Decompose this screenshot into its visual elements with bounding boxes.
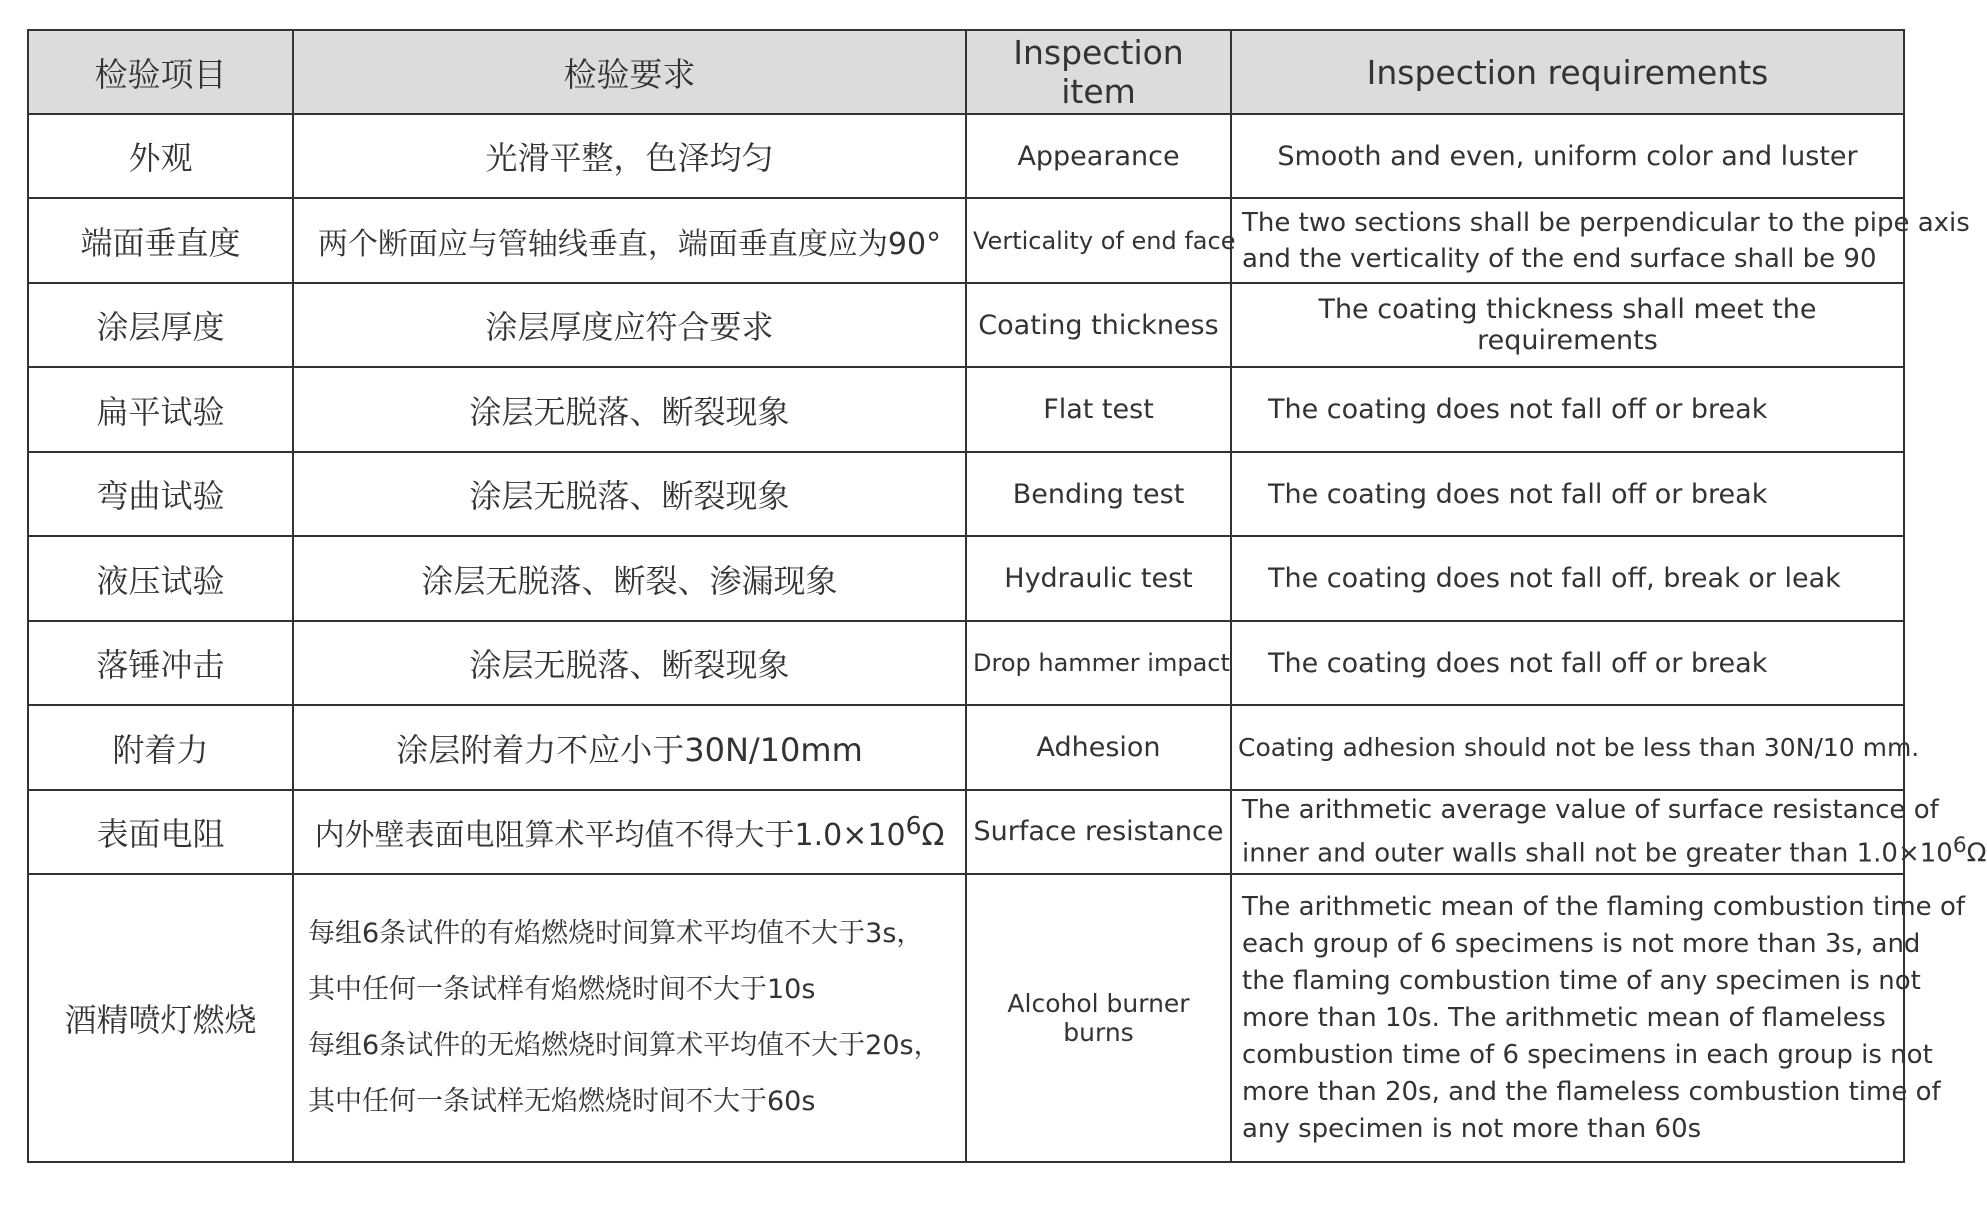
exponent: 6 bbox=[905, 810, 922, 840]
requirement-en-line: any specimen is not more than 60s bbox=[1242, 1113, 1702, 1144]
requirement-zh-cell: 涂层附着力不应小于30N/10mm bbox=[293, 705, 966, 789]
requirement-en-line: each group of 6 specimens is not more than 3s, and bbox=[1242, 928, 1921, 959]
requirement-zh-cell: 涂层无脱落、断裂、渗漏现象 bbox=[293, 536, 966, 620]
requirement-zh-cell: 涂层厚度应符合要求 bbox=[293, 283, 966, 367]
item-en-cell: Appearance bbox=[966, 114, 1231, 198]
requirement-en-cell bbox=[1231, 790, 1987, 874]
header-requirements-en: Inspection requirements bbox=[1231, 30, 1904, 114]
inspection-table-container bbox=[27, 29, 1987, 1163]
requirement-en-cell: The coating thickness shall meet the requirements bbox=[1231, 283, 1904, 367]
item-zh-cell: 酒精喷灯燃烧 bbox=[28, 874, 293, 1162]
table-header-row bbox=[28, 30, 1904, 114]
requirement-en-cell: The coating does not fall off, break or leak bbox=[1231, 536, 1904, 620]
item-zh-cell: 附着力 bbox=[28, 705, 293, 789]
item-en-cell: Alcohol burner burns bbox=[966, 874, 1231, 1162]
item-zh-cell: 弯曲试验 bbox=[28, 452, 293, 536]
item-en-cell: Verticality of end face bbox=[966, 198, 1231, 282]
ohm-symbol: Ω bbox=[921, 817, 945, 853]
requirement-zh-cell bbox=[293, 874, 966, 1162]
requirement-en-line: and the verticality of the end surface shall be 90 bbox=[1242, 243, 1877, 274]
table-row bbox=[28, 874, 1904, 1162]
table-row bbox=[28, 790, 1904, 874]
requirement-en-line: combustion time of 6 specimens in each group is not bbox=[1242, 1039, 1933, 1070]
table-row bbox=[28, 621, 1904, 705]
requirement-en-line: The two sections shall be perpendicular to the pipe axis bbox=[1242, 207, 1970, 238]
requirement-zh-line: 其中任何一条试样无焰燃烧时间不大于60s bbox=[308, 1086, 816, 1118]
item-en-cell: Coating thickness bbox=[966, 283, 1231, 367]
requirement-zh-cell bbox=[293, 790, 966, 874]
item-en-cell: Drop hammer impact bbox=[966, 621, 1231, 705]
requirement-zh-line: 其中任何一条试样有焰燃烧时间不大于10s bbox=[308, 974, 816, 1006]
item-zh-cell: 端面垂直度 bbox=[28, 198, 293, 282]
item-zh-cell: 外观 bbox=[28, 114, 293, 198]
requirement-en-cell: The coating does not fall off or break bbox=[1231, 452, 1904, 536]
header-item-zh: 检验项目 bbox=[28, 30, 293, 114]
requirement-en-line bbox=[1242, 828, 1987, 872]
item-en-cell: Adhesion bbox=[966, 705, 1231, 789]
table-row bbox=[28, 536, 1904, 620]
requirement-en-cell: The coating does not fall off or break bbox=[1231, 367, 1904, 451]
requirement-en-text: inner and outer walls shall not be greater than 1.0×10 bbox=[1242, 838, 1953, 869]
exponent: 6 bbox=[1952, 833, 1967, 859]
table-row bbox=[28, 114, 1904, 198]
requirement-en-line: The arithmetic mean of the flaming combustion time of bbox=[1242, 891, 1965, 922]
table-row bbox=[28, 283, 1904, 367]
ohm-symbol: Ω bbox=[1966, 838, 1987, 869]
inspection-table bbox=[27, 29, 1987, 1163]
table-row bbox=[28, 367, 1904, 451]
header-item-en: Inspection item bbox=[966, 30, 1231, 114]
item-zh-cell: 落锤冲击 bbox=[28, 621, 293, 705]
requirement-en-line: The arithmetic average value of surface resistance of bbox=[1242, 795, 1939, 826]
requirement-zh-cell: 光滑平整，色泽均匀 bbox=[293, 114, 966, 198]
requirement-en-cell: The coating does not fall off or break bbox=[1231, 621, 1904, 705]
requirement-zh-cell: 涂层无脱落、断裂现象 bbox=[293, 367, 966, 451]
requirement-en-line: more than 20s, and the flameless combustion time of bbox=[1242, 1076, 1941, 1107]
item-en-cell: Hydraulic test bbox=[966, 536, 1231, 620]
item-en-cell: Surface resistance bbox=[966, 790, 1231, 874]
item-zh-cell: 涂层厚度 bbox=[28, 283, 293, 367]
requirement-en-line: the flaming combustion time of any specimen is not bbox=[1242, 965, 1921, 996]
item-en-cell: Flat test bbox=[966, 367, 1231, 451]
header-requirements-zh: 检验要求 bbox=[293, 30, 966, 114]
item-en-cell: Bending test bbox=[966, 452, 1231, 536]
requirement-zh-text: 内外壁表面电阻算术平均值不得大于1.0×10 bbox=[314, 817, 906, 853]
requirement-en-cell: Coating adhesion should not be less than 30N/10 mm. bbox=[1231, 705, 1904, 789]
requirement-zh-cell: 两个断面应与管轴线垂直，端面垂直度应为90° bbox=[293, 198, 966, 282]
item-zh-cell: 扁平试验 bbox=[28, 367, 293, 451]
requirement-zh-line: 每组6条试件的无焰燃烧时间算术平均值不大于20s， bbox=[308, 1030, 941, 1062]
requirement-en-cell bbox=[1231, 874, 1965, 1162]
table-row bbox=[28, 452, 1904, 536]
requirement-zh-line: 每组6条试件的有焰燃烧时间算术平均值不大于3s， bbox=[308, 918, 924, 950]
requirement-zh-cell: 涂层无脱落、断裂现象 bbox=[293, 452, 966, 536]
requirement-en-cell: Smooth and even, uniform color and luster bbox=[1231, 114, 1904, 198]
item-zh-cell: 液压试验 bbox=[28, 536, 293, 620]
table-row bbox=[28, 705, 1904, 789]
item-zh-cell: 表面电阻 bbox=[28, 790, 293, 874]
table-row bbox=[28, 198, 1904, 282]
requirement-zh-cell: 涂层无脱落、断裂现象 bbox=[293, 621, 966, 705]
requirement-en-line: more than 10s. The arithmetic mean of flameless bbox=[1242, 1002, 1886, 1033]
requirement-en-cell bbox=[1231, 198, 1970, 282]
